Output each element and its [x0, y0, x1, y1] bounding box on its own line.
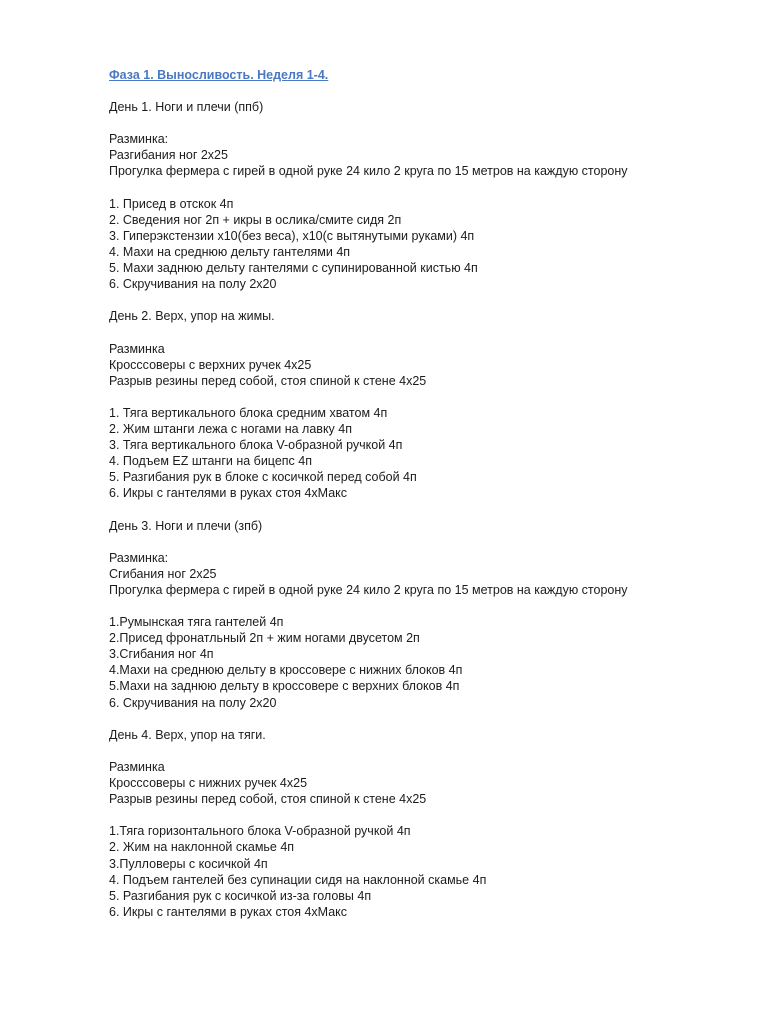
exercise-item: 4. Подъем гантелей без супинации сидя на наклонной скамье 4п [109, 872, 487, 887]
blank-line [109, 501, 749, 517]
blank-line [109, 534, 749, 550]
blank-line [109, 180, 749, 196]
warmup-label: Разминка [109, 759, 165, 774]
exercise-item: 2.Присед фронатльный 2п + жим ногами двусетом 2п [109, 631, 420, 646]
exercise-item: 3.Пулловеры с косичкой 4п [109, 856, 268, 871]
exercise-item: 4. Махи на среднюю дельту гантелями 4п [109, 244, 351, 259]
warmup-item: Разрыв резины перед собой, стоя спиной к стене 4х25 [109, 373, 427, 388]
exercise-item: 3. Тяга вертикального блока V-образной ручкой 4п [109, 438, 403, 453]
exercise-item: 5. Махи заднюю дельту гантелями с супинированной кистью 4п [109, 261, 478, 276]
day-1-section [109, 99, 749, 308]
document-title-link[interactable]: Фаза 1. Выносливость. Неделя 1-4. [109, 68, 329, 82]
blank-line [109, 743, 749, 759]
exercise-item: 5. Разгибания рук в блоке с косичкой перед собой 4п [109, 470, 417, 485]
day-2-section [109, 308, 749, 517]
warmup-label: Разминка: [109, 550, 169, 565]
warmup-label: Разминка: [109, 132, 169, 147]
warmup-item: Прогулка фермера с гирей в одной руке 24 кило 2 круга по 15 метров на каждую сторону [109, 164, 628, 179]
blank-line [109, 711, 749, 727]
exercise-item: 1. Тяга вертикального блока средним хватом 4п [109, 405, 388, 420]
day-3-section [109, 518, 749, 727]
exercise-item: 2. Сведения ног 2п + икры в ослика/смите сидя 2п [109, 212, 402, 227]
document-page [109, 67, 749, 920]
blank-line [109, 389, 749, 405]
exercise-item: 5. Разгибания рук с косичкой из-за головы 4п [109, 888, 372, 903]
exercise-item: 6. Скручивания на полу 2х20 [109, 695, 277, 710]
warmup-item: Сгибания ног 2х25 [109, 566, 217, 581]
day-heading: День 3. Ноги и плечи (зпб) [109, 518, 263, 533]
day-heading: День 4. Верх, упор на тяги. [109, 727, 266, 742]
blank-line [109, 598, 749, 614]
exercise-item: 3.Сгибания ног 4п [109, 647, 214, 662]
exercise-item: 1. Присед в отскок 4п [109, 196, 234, 211]
day-heading: День 2. Верх, упор на жимы. [109, 309, 275, 324]
warmup-label: Разминка [109, 341, 165, 356]
exercise-item: 5.Махи на заднюю дельту в кроссовере с верхних блоков 4п [109, 679, 460, 694]
exercise-item: 1.Румынская тяга гантелей 4п [109, 615, 284, 630]
exercise-item: 4. Подъем EZ штанги на бицепс 4п [109, 454, 312, 469]
blank-line [109, 115, 749, 131]
warmup-item: Разрыв резины перед собой, стоя спиной к стене 4х25 [109, 792, 427, 807]
day-heading: День 1. Ноги и плечи (ппб) [109, 100, 264, 115]
exercise-item: 6. Икры с гантелями в руках стоя 4хМакс [109, 904, 348, 919]
exercise-item: 6. Икры с гантелями в руках стоя 4хМакс [109, 486, 348, 501]
warmup-item: Кросссоверы с нижних ручек 4х25 [109, 776, 308, 791]
exercise-item: 3. Гиперэкстензии х10(без веса), х10(с вытянутыми руками) 4п [109, 228, 475, 243]
warmup-item: Кросссоверы с верхних ручек 4х25 [109, 357, 312, 372]
blank-line [109, 83, 749, 99]
exercise-item: 2. Жим на наклонной скамье 4п [109, 840, 295, 855]
exercise-item: 4.Махи на среднюю дельту в кроссовере с нижних блоков 4п [109, 663, 463, 678]
exercise-item: 1.Тяга горизонтального блока V-образной ручкой 4п [109, 824, 411, 839]
blank-line [109, 807, 749, 823]
warmup-item: Разгибания ног 2х25 [109, 148, 228, 163]
warmup-item: Прогулка фермера с гирей в одной руке 24 кило 2 круга по 15 метров на каждую сторону [109, 582, 628, 597]
blank-line [109, 324, 749, 340]
exercise-item: 2. Жим штанги лежа с ногами на лавку 4п [109, 421, 352, 436]
day-4-section [109, 727, 749, 920]
exercise-item: 6. Скручивания на полу 2х20 [109, 277, 277, 292]
blank-line [109, 292, 749, 308]
